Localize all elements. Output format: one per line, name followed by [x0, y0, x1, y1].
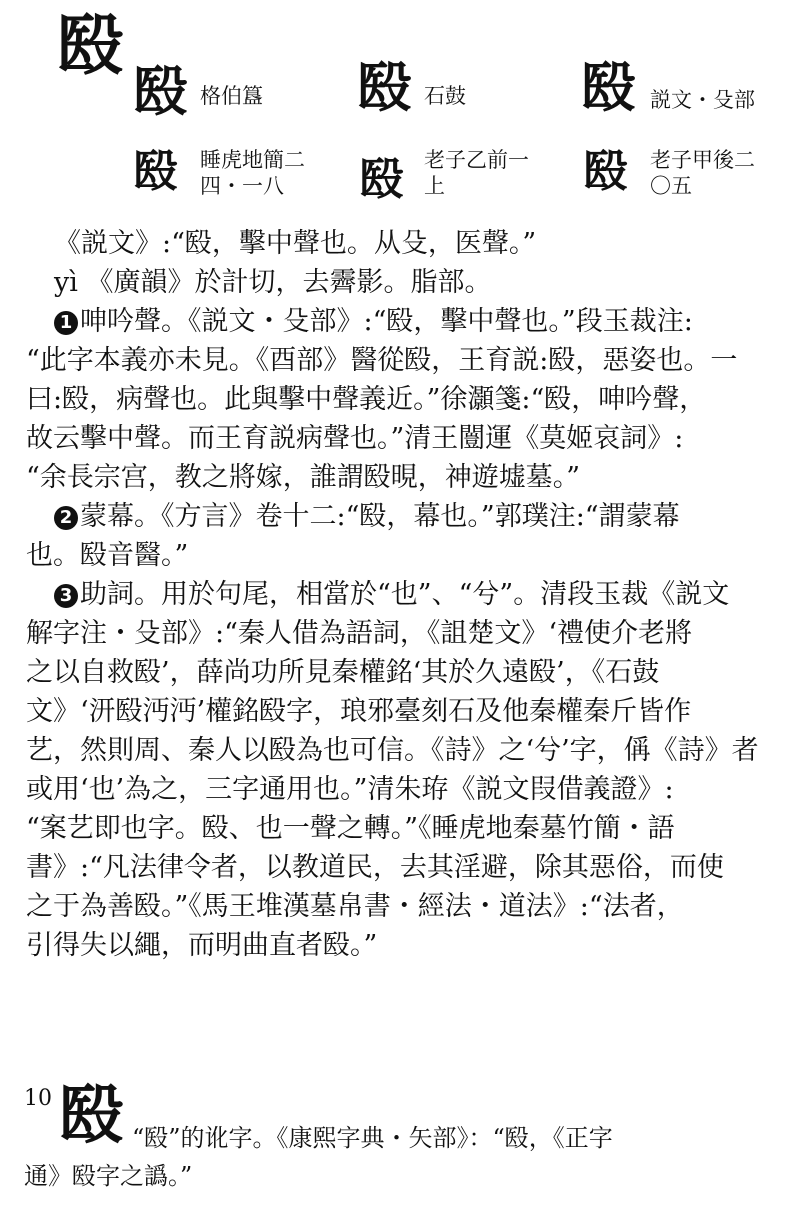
sense-text: “案艺即也字。殹、也一聲之轉。”《睡虎地秦墓竹簡・語	[26, 813, 675, 844]
entry-10-definition-line-2: 通》殹字之譌。”	[24, 1162, 193, 1190]
glyph-caption-3: 説文・殳部	[650, 88, 755, 112]
glyph-form-3: 殹	[582, 55, 634, 119]
sense-text: “此字本義亦未見。《酉部》醫從殹，王育説:殹，惡姿也。一	[26, 345, 738, 376]
glyph-caption-6a: 老子甲後二	[650, 148, 755, 172]
glyph-caption-5b: 上	[424, 174, 445, 198]
sense-text: 解字注・殳部》:“秦人借為語詞，《詛楚文》‘禮使介老將	[26, 618, 692, 649]
glyph-caption-4a: 睡虎地簡二	[200, 148, 305, 172]
entry-10-definition-line-1: “殹”的讹字。《康熙字典・矢部》：“殹，《正字	[132, 1124, 613, 1152]
sense-3-line-1	[26, 575, 796, 614]
sense-marker-3: 3	[54, 584, 78, 608]
glyph-caption-4b: 四・一八	[200, 174, 284, 198]
entry-number: 10	[24, 1086, 52, 1111]
glyph-caption-2: 石鼓	[424, 84, 466, 108]
sense-text: 書》:“凡法律令者，以教道民，去其淫避，除其惡俗，而使	[26, 852, 724, 883]
sense-1-line-1	[26, 302, 796, 341]
sense-text: 曰:殹，病聲也。此與擊中聲義近。”徐灝箋:“殹，呻吟聲，	[26, 384, 707, 415]
shuowen-citation: 《説文》:“殹，擊中聲也。从殳，医聲。”	[54, 228, 537, 259]
glyph-form-6: 殹	[584, 146, 628, 197]
sense-text: 呻吟聲。《説文・殳部》:“殹，擊中聲也。”段玉裁注:	[80, 306, 693, 337]
glyph-caption-1: 格伯簋	[200, 84, 263, 108]
sense-text: 蒙幕。《方言》卷十二:“殹，幕也。”郭璞注:“謂蒙幕	[80, 501, 680, 532]
glyph-caption-6b: 〇五	[650, 174, 692, 198]
glyph-form-4: 殹	[134, 146, 178, 197]
sense-text: 故云擊中聲。而王育説病聲也。”清王闓運《莫姬哀詞》:	[26, 423, 684, 454]
sense-text: 之以自救殹’，薛尚功所見秦權銘‘其於久遠殹’，《石鼓	[26, 657, 660, 688]
entry-10-character: 殹	[60, 1078, 124, 1153]
sense-text: 也。殹音醫。”	[26, 540, 189, 571]
sense-text: 助詞。用於句尾，相當於“也”、“兮”。清段玉裁《説文	[80, 579, 730, 610]
sense-text: 或用‘也’為之，三字通用也。”清朱珔《説文叚借義證》:	[26, 774, 674, 805]
glyph-form-2: 殹	[358, 55, 410, 119]
glyph-caption-5a: 老子乙前一	[424, 148, 529, 172]
glyph-form-5: 殹	[360, 154, 404, 205]
sense-text: “余長宗宫，教之將嫁，誰謂殹晛，神遊墟墓。”	[26, 462, 581, 493]
sense-text: 文》‘汧殹沔沔’權銘殹字，琅邪臺刻石及他秦權秦斤皆作	[26, 696, 692, 727]
entry-body	[26, 224, 796, 965]
sense-marker-2: 2	[54, 506, 78, 530]
sense-text: 之于為善殹。”《馬王堆漢墓帛書・經法・道法》:“法者，	[26, 891, 684, 922]
sense-text: 引得失以繩，而明曲直者殹。”	[26, 930, 378, 961]
sense-marker-1: 1	[54, 311, 78, 335]
sense-text: 艺，然則周、秦人以殹為也可信。《詩》之‘兮’字，偁《詩》者	[26, 735, 759, 766]
glyph-form-1: 殹	[134, 59, 186, 123]
pronunciation-line: yì 《廣韻》於計切，去霽影。脂部。	[54, 267, 492, 298]
head-character: 殹	[58, 6, 124, 84]
sense-2-line-1	[26, 497, 796, 536]
